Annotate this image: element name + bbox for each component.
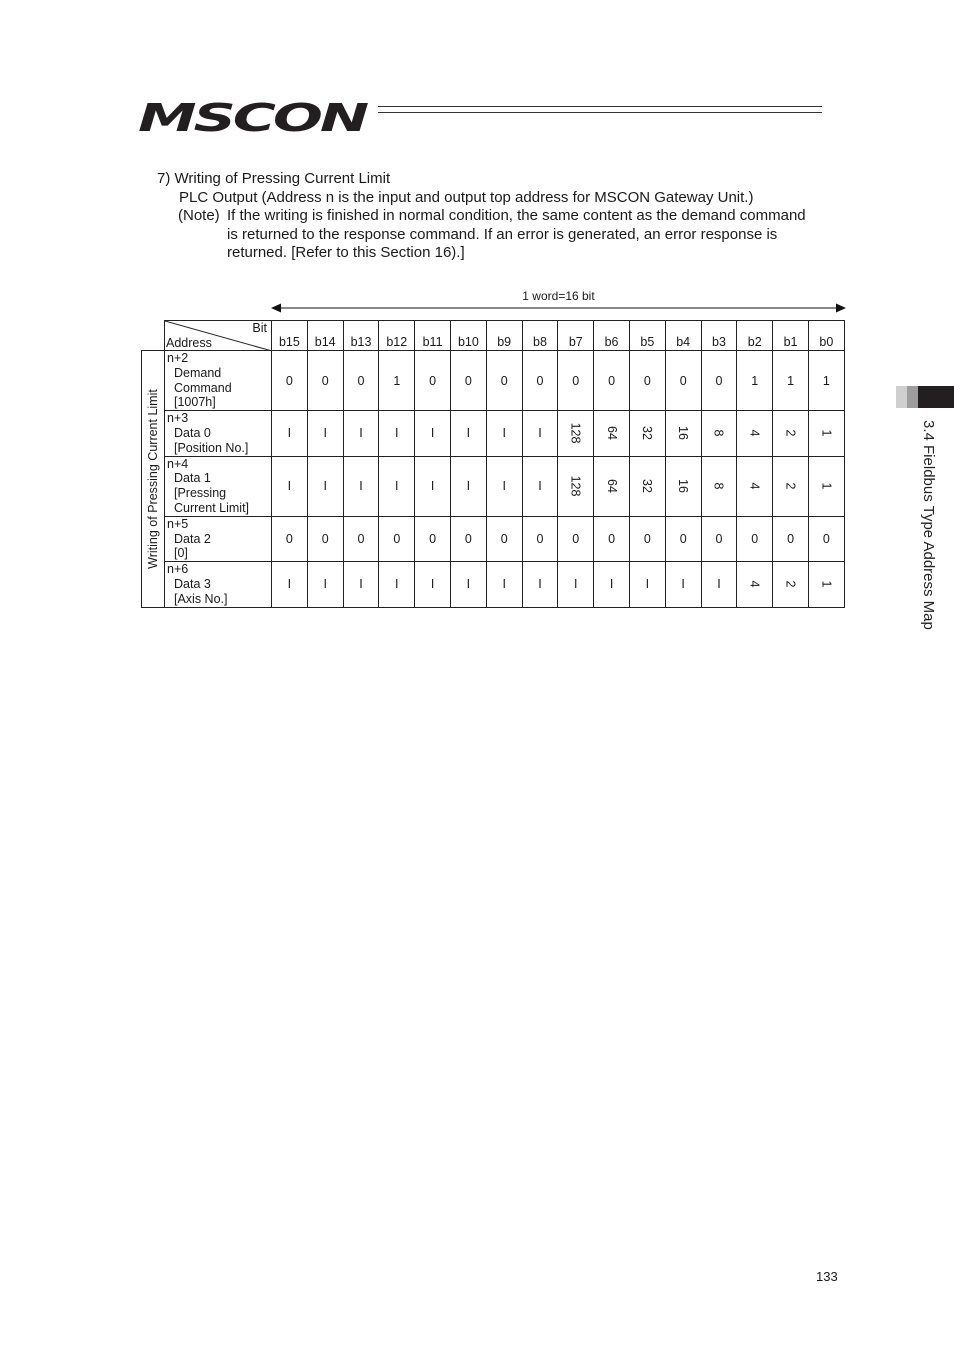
bit-cell: 0 <box>415 351 451 411</box>
bit-cell: 2 <box>773 562 809 607</box>
page-number: 133 <box>816 1269 838 1284</box>
bit-cell: I <box>522 411 558 456</box>
bit-cell: 0 <box>773 516 809 561</box>
bit-cell: 0 <box>415 516 451 561</box>
note-line-3: returned. [Refer to this Section 16).] <box>227 244 465 261</box>
address-description: Data 0 <box>174 425 211 440</box>
bit-cell: 0 <box>701 516 737 561</box>
address-description: [Axis No.] <box>174 591 228 606</box>
bit-cell: 0 <box>594 516 630 561</box>
word-size-arrow <box>271 301 846 315</box>
bit-cell: I <box>307 411 343 456</box>
bit-cell: 0 <box>450 351 486 411</box>
bit-cell: 0 <box>629 351 665 411</box>
side-tab-mid <box>907 386 918 408</box>
bit-cell: I <box>522 456 558 516</box>
bit-header-b4: b4 <box>665 321 701 351</box>
bit-cell: I <box>522 562 558 607</box>
bit-header-b5: b5 <box>629 321 665 351</box>
bit-cell: I <box>594 562 630 607</box>
bit-cell: 0 <box>701 351 737 411</box>
address-map-table <box>141 320 845 608</box>
address-cell <box>165 456 272 516</box>
address-description: Data 2 <box>174 531 211 546</box>
bit-cell: I <box>558 562 594 607</box>
bit-header-b3: b3 <box>701 321 737 351</box>
bit-cell: 16 <box>665 456 701 516</box>
bit-cell: 0 <box>522 351 558 411</box>
address-description: [Pressing <box>174 486 227 501</box>
bit-cell: 0 <box>665 351 701 411</box>
bit-cell: I <box>379 562 415 607</box>
table-row <box>142 411 845 456</box>
bit-cell: I <box>450 562 486 607</box>
bit-cell: I <box>415 562 451 607</box>
bit-cell: 0 <box>808 516 844 561</box>
bit-cell: 1 <box>379 351 415 411</box>
corner-bit-label: Bit <box>252 321 267 335</box>
bit-cell: 2 <box>773 411 809 456</box>
bit-header-b2: b2 <box>737 321 773 351</box>
header-rule-bottom <box>378 112 822 113</box>
address-description: [Position No.] <box>174 440 249 455</box>
address-value: n+3 <box>167 411 189 426</box>
bit-cell: 0 <box>272 351 308 411</box>
bit-cell: 0 <box>558 351 594 411</box>
corner-address-label: Address <box>166 336 212 350</box>
address-value: n+2 <box>167 351 189 365</box>
bit-header-b6: b6 <box>594 321 630 351</box>
address-value: n+5 <box>167 516 189 531</box>
side-tab-light <box>896 386 907 408</box>
bit-cell: I <box>272 411 308 456</box>
bit-cell: I <box>665 562 701 607</box>
bit-cell: 1 <box>808 456 844 516</box>
address-description: Data 1 <box>174 471 211 486</box>
bit-cell: 0 <box>594 351 630 411</box>
bit-cell: I <box>343 456 379 516</box>
bit-cell: 0 <box>272 516 308 561</box>
bit-header-b9: b9 <box>486 321 522 351</box>
section-heading: 7) Writing of Pressing Current Limit <box>157 170 391 187</box>
bit-cell: 0 <box>450 516 486 561</box>
bit-cell: 1 <box>808 351 844 411</box>
bit-cell: I <box>272 562 308 607</box>
bit-cell: 32 <box>629 456 665 516</box>
address-description: [0] <box>174 546 188 561</box>
bit-cell: 0 <box>665 516 701 561</box>
bit-header-b10: b10 <box>450 321 486 351</box>
bit-cell: 1 <box>808 562 844 607</box>
bit-header-b7: b7 <box>558 321 594 351</box>
bit-cell: I <box>486 562 522 607</box>
bit-header-b0: b0 <box>808 321 844 351</box>
bit-cell: I <box>486 456 522 516</box>
bit-cell: 64 <box>594 411 630 456</box>
bit-cell: 4 <box>737 562 773 607</box>
bit-cell: I <box>343 562 379 607</box>
address-description: Command <box>174 380 232 395</box>
bit-cell: 0 <box>486 516 522 561</box>
note-label: (Note) <box>178 207 220 224</box>
address-cell <box>165 411 272 456</box>
bit-cell: 8 <box>701 411 737 456</box>
bit-cell: 32 <box>629 411 665 456</box>
bit-cell: 0 <box>558 516 594 561</box>
bit-cell: 0 <box>343 351 379 411</box>
bit-cell: I <box>450 456 486 516</box>
bit-cell: I <box>379 411 415 456</box>
word-size-label: 1 word=16 bit <box>522 289 595 303</box>
bit-cell: 0 <box>307 516 343 561</box>
address-description: Data 3 <box>174 576 211 591</box>
side-tab-label: 3.4 Fieldbus Type Address Map <box>920 420 937 630</box>
bit-header-b14: b14 <box>307 321 343 351</box>
bit-cell: 0 <box>486 351 522 411</box>
bit-cell: 1 <box>808 411 844 456</box>
table-row <box>142 516 845 561</box>
bit-cell: 1 <box>737 351 773 411</box>
blank-corner <box>142 321 165 351</box>
bit-cell: 128 <box>558 456 594 516</box>
bit-cell: 2 <box>773 456 809 516</box>
bit-cell: I <box>307 562 343 607</box>
bit-cell: 0 <box>737 516 773 561</box>
bit-header-row <box>142 321 845 351</box>
address-cell <box>165 516 272 561</box>
side-vertical-label: Writing of Pressing Current Limit <box>142 351 165 608</box>
bit-cell: I <box>343 411 379 456</box>
bit-header-b15: b15 <box>272 321 308 351</box>
bit-cell: 64 <box>594 456 630 516</box>
corner-cell <box>165 321 272 351</box>
address-description: [1007h] <box>174 395 216 410</box>
table-row <box>142 351 845 411</box>
header-rule-top <box>378 106 822 107</box>
logo-text: MSCON <box>138 96 368 136</box>
bit-cell: I <box>415 456 451 516</box>
bit-cell: I <box>415 411 451 456</box>
bit-cell: 0 <box>629 516 665 561</box>
plc-output-line: PLC Output (Address n is the input and output top address for MSCON Gateway Unit.) <box>179 189 754 206</box>
bit-cell: 4 <box>737 411 773 456</box>
bit-header-b8: b8 <box>522 321 558 351</box>
bit-cell: 8 <box>701 456 737 516</box>
bit-cell: I <box>379 456 415 516</box>
table-row <box>142 562 845 607</box>
bit-cell: 128 <box>558 411 594 456</box>
bit-cell: I <box>272 456 308 516</box>
bit-header-b11: b11 <box>415 321 451 351</box>
address-value: n+4 <box>167 456 189 471</box>
address-cell <box>165 562 272 607</box>
bit-header-b1: b1 <box>773 321 809 351</box>
mscon-logo <box>136 96 371 136</box>
bit-header-b13: b13 <box>343 321 379 351</box>
bit-cell: I <box>450 411 486 456</box>
address-description: Demand <box>174 365 222 380</box>
bit-header-b12: b12 <box>379 321 415 351</box>
bit-cell: 0 <box>379 516 415 561</box>
bit-cell: I <box>486 411 522 456</box>
bit-cell: 1 <box>773 351 809 411</box>
bit-cell: 0 <box>343 516 379 561</box>
note-line-2: is returned to the response command. If an error is generated, an error response is <box>227 226 778 243</box>
address-cell <box>165 351 272 411</box>
bit-cell: I <box>701 562 737 607</box>
address-description: Current Limit] <box>174 500 250 515</box>
bit-cell: I <box>629 562 665 607</box>
side-tab-dark <box>918 386 954 408</box>
table-row <box>142 456 845 516</box>
address-value: n+6 <box>167 562 189 577</box>
bit-cell: I <box>307 456 343 516</box>
bit-cell: 0 <box>307 351 343 411</box>
note-line-1: If the writing is finished in normal condition, the same content as the demand command <box>227 207 806 224</box>
bit-cell: 0 <box>522 516 558 561</box>
bit-cell: 16 <box>665 411 701 456</box>
bit-cell: 4 <box>737 456 773 516</box>
